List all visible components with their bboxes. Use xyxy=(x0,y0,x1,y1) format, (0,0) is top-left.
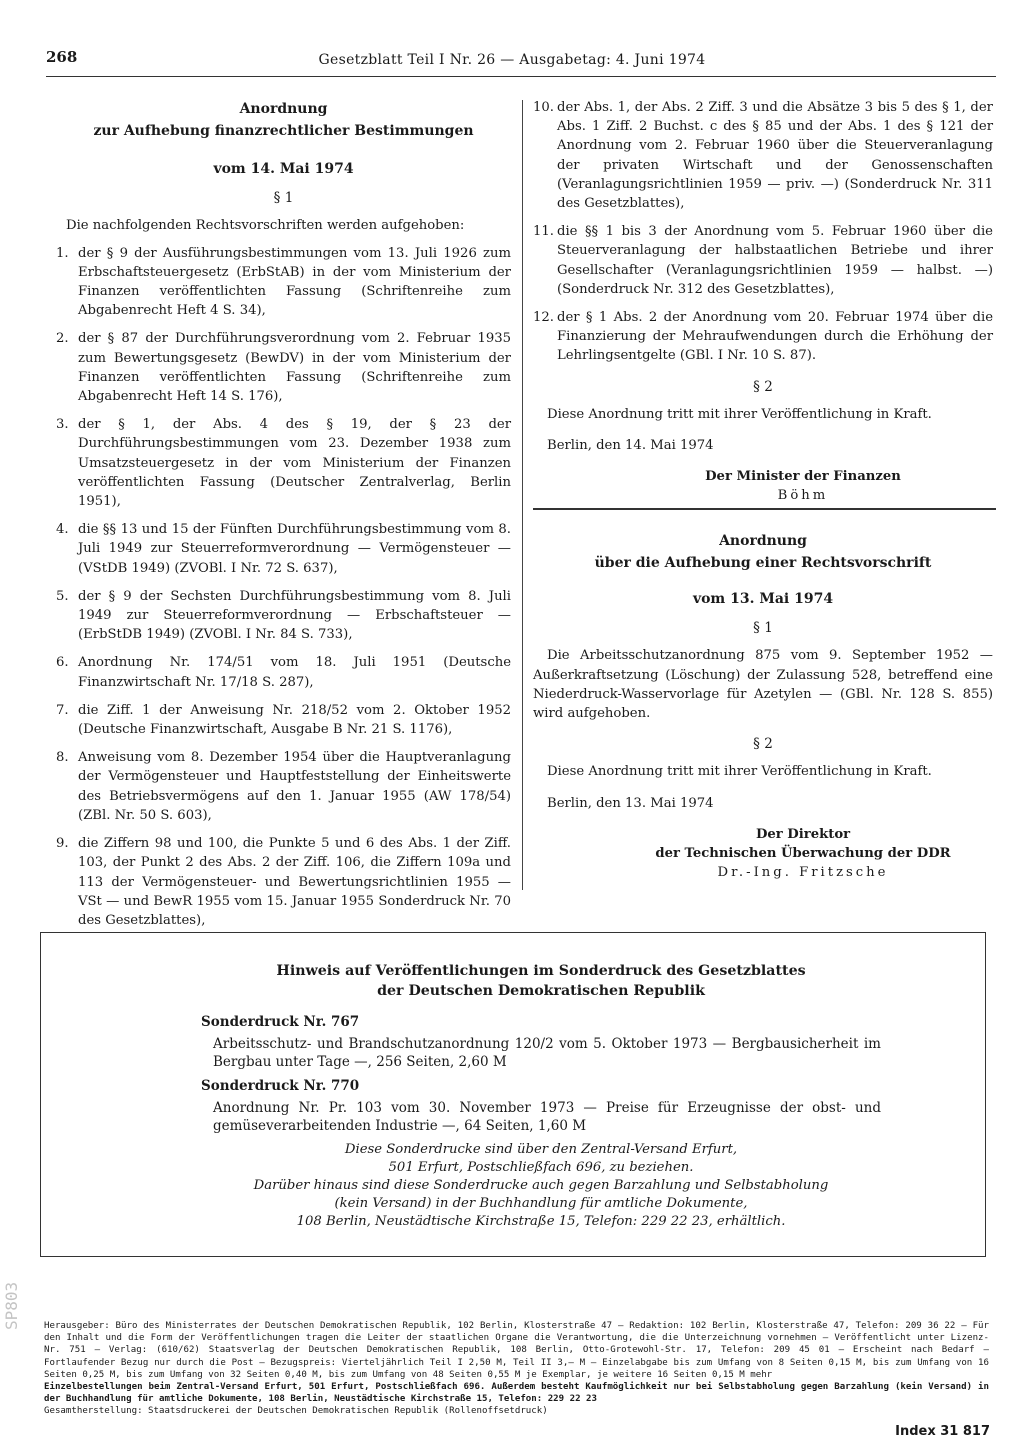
item-number: 2. xyxy=(56,331,69,347)
decree-title: Anordnung xyxy=(719,533,807,549)
second-decree xyxy=(533,530,993,882)
signer-title: Der Direktor xyxy=(755,826,851,842)
running-head: Gesetzblatt Teil I Nr. 26 — Ausgabetag: 4. Juni 1974 xyxy=(318,52,706,68)
item-text: die Ziff. 1 der Anweisung Nr. 218/52 vom 2. Oktober 1952 (Deutsche Finanzwirtschaft, Ausgabe B Nr. 21 S. 1176), xyxy=(78,702,511,738)
signer-name: Böhm xyxy=(777,488,829,504)
notice-title-line: der Deutschen Demokratischen Republik xyxy=(377,983,705,999)
list-item xyxy=(56,329,511,406)
ordering-info xyxy=(201,1141,881,1231)
place-date: Berlin, den 13. Mai 1974 xyxy=(547,795,714,811)
notice-title xyxy=(201,961,881,1001)
ordering-line: Darüber hinaus sind diese Sonderdrucke auch gegen Barzahlung und Selbstabholung xyxy=(253,1178,829,1193)
item-text: die §§ 13 und 15 der Fünften Durchführungsbestimmung vom 8. Juli 1949 zur Steuerreformverordnung — Vermögensteuer — (VStDB 1949) (ZVOBl. I Nr. 72 S. 637), xyxy=(78,522,511,576)
notice-title-line: Hinweis auf Veröffentlichungen im Sonderdruck des Gesetzblattes xyxy=(276,963,806,979)
body-text: Die Arbeitsschutzanordnung 875 vom 9. September 1952 — Außerkraftsetzung (Löschung) der Zulassung 528, betreffend eine Niederdruck-Wasservorlage für Azetylen — (GBl. Nr. 128 S. 855) wird aufgehoben. xyxy=(533,648,993,722)
item-text: Anweisung vom 8. Dezember 1954 über die Hauptveranlagung der Vermögensteuer und Hauptfeststellung der Einheitswerte des Betriebsvermögens auf den 1. Januar 1955 (AW 178/54) (ZBl. Nr. 50 S. 603), xyxy=(78,750,511,823)
section-rule xyxy=(533,508,996,510)
item-number: 1. xyxy=(56,245,69,261)
column-divider xyxy=(522,100,523,890)
item-number: 3. xyxy=(56,417,69,433)
paragraph-marker: § 1 xyxy=(753,620,773,637)
right-column xyxy=(533,98,993,506)
paragraph-marker: § 2 xyxy=(753,378,773,395)
signer-title: Der Minister der Finanzen xyxy=(705,469,901,485)
item-text: der § 9 der Ausführungsbestimmungen vom 13. Juli 1926 zum Erbschaftsteuergesetz (ErbStAB) in der vom Ministerium der Finanzen veröffentlichten Fassung (Schriftenreihe zum Abgabenrecht Heft 4 S. 34), xyxy=(78,245,511,319)
notice-content xyxy=(201,961,881,1231)
list-item xyxy=(56,701,511,739)
item-number: 7. xyxy=(56,702,69,718)
paragraph-marker: § 1 xyxy=(273,190,294,207)
list-item xyxy=(56,653,511,691)
list-item xyxy=(56,748,511,825)
item-text: der Abs. 1, der Abs. 2 Ziff. 3 und die Absätze 3 bis 5 des § 1, der Abs. 1 Ziff. 2 Buchst. c des § 85 und der Abs. 1 des § 121 der Anordnung vom 2. Februar 1960 über die Steuerveranlagung der privaten Wirtschaft und der Genossenschaften (Veranlagungsrichtlinien 1959 — priv. —) (Sonderdruck Nr. 311 des Gesetzblattes), xyxy=(557,100,993,212)
item-number: 8. xyxy=(56,750,69,766)
item-text: der § 1 Abs. 2 der Anordnung vom 20. Februar 1974 über die Finanzierung der Mehraufwendungen durch die Erhöhung der Lehrlingsentgelte (GBl. I Nr. 10 S. 87). xyxy=(557,310,993,364)
list-item xyxy=(533,308,993,366)
decree-date: vom 13. Mai 1974 xyxy=(692,591,834,607)
item-number: 10. xyxy=(533,100,554,115)
decree-title: Anordnung xyxy=(239,101,328,117)
list-item xyxy=(533,222,993,299)
item-number: 9. xyxy=(56,836,69,852)
ordering-imprint: Einzelbestellungen beim Zentral-Versand Erfurt, 501 Erfurt, Postschließfach 696. Außerdem besteht Kaufmöglichkeit nur bei Selbstabholung gegen Barzahlung (kein Versand) in der Buchhandlung für amtliche Dokumente, 108 Berlin, Neustädtische Kirchstraße 15, Telefon: 229 22 23 xyxy=(44,1382,989,1405)
item-number: 12. xyxy=(533,310,554,326)
ordering-line: Diese Sonderdrucke sind über den Zentral-Versand Erfurt, xyxy=(344,1142,738,1157)
index-number: Index 31 817 xyxy=(895,1424,990,1439)
place-date: Berlin, den 14. Mai 1974 xyxy=(547,438,714,454)
item-text: Anordnung Nr. 174/51 vom 18. Juli 1951 (Deutsche Finanzwirtschaft Nr. 17/18 S. 287), xyxy=(78,655,511,690)
special-print-text: Arbeitsschutz- und Brandschutzanordnung 120/2 vom 5. Oktober 1973 — Bergbausicherheit im Bergbau unter Tage —, 256 Seiten, 2,60 M xyxy=(213,1036,881,1070)
decree-subtitle: über die Aufhebung einer Rechtsvorschrift xyxy=(594,555,932,571)
list-item xyxy=(56,520,511,578)
body-text: Diese Anordnung tritt mit ihrer Veröffentlichung in Kraft. xyxy=(547,406,932,422)
special-print-label: Sonderdruck Nr. 770 xyxy=(201,1078,360,1094)
item-text: der § 9 der Sechsten Durchführungsbestimmung vom 8. Juli 1949 zur Steuerreformverordnung — Erbschaftsteuer — (ErbStDB 1949) (ZVOBl. I Nr. 84 S. 733), xyxy=(78,588,511,643)
imprint-text: Herausgeber: Büro des Ministerrates der Deutschen Demokratischen Republik, 102 Berlin, Klosterstraße 47 — Redaktion: 102 Berlin, Klosterstraße 47, Telefon: 209 36 22 — Für den Inhalt und die Form der Veröffentlichungen tragen die Leiter der staatlichen Organe die Verantwortung, die die Unterzeichnung vornehmen — Veröffentlicht unter Lizenz-Nr. 751 — Verlag: (610/62) Staatsverlag der Deutschen Demokratischen Republik, 108 Berlin, Otto-Grotewohl-Str. 17, Telefon: 209 45 01 — Erscheint nach Bedarf — Fortlaufender Bezug nur durch die Post — Bezugspreis: Vierteljährlich Teil I 2,50 M, Teil II 3,— M — Einzelabgabe bis zum Umfang von 8 Seiten 0,15 M, bis zum Umfang von 16 Seiten 0,25 M, bis zum Umfang von 32 Seiten 0,40 M, bis zum Umfang von 48 Seiten 0,55 M je Exemplar, je weitere 16 Seiten 0,15 M mehr xyxy=(44,1321,989,1380)
printer-imprint: Gesamtherstellung: Staatsdruckerei der Deutschen Demokratischen Republik (Rollenoffsetdruck) xyxy=(44,1406,548,1417)
item-text: der § 1, der Abs. 4 des § 19, der § 23 der Durchführungsbestimmungen vom 23. Dezember 1938 zum Umsatzsteuergesetz in der vom Ministerium der Finanzen veröffentlichten Fassung (Deutscher Zentralverlag, Berlin 1951), xyxy=(78,417,511,510)
left-column xyxy=(56,98,511,939)
item-text: der § 87 der Durchführungsverordnung vom 2. Februar 1935 zum Bewertungsgesetz (BewDV) in der vom Ministerium der Finanzen veröffentlichten Fassung (Schriftenreihe zum Abgabenrecht Heft 14 S. 176), xyxy=(78,331,511,405)
header-rule xyxy=(46,76,996,77)
list-item xyxy=(56,834,511,930)
list-item xyxy=(56,415,511,511)
special-print-text: Anordnung Nr. Pr. 103 vom 30. November 1973 — Preise für Erzeugnisse der obst- und gemüseverarbeitenden Industrie —, 64 Seiten, 1,60 M xyxy=(213,1100,881,1134)
list-item xyxy=(56,587,511,645)
item-number: 6. xyxy=(56,655,69,671)
signer-name: Dr.-Ing. Fritzsche xyxy=(717,865,889,881)
notice-box xyxy=(40,932,986,1257)
item-text: die Ziffern 98 und 100, die Punkte 5 und 6 des Abs. 1 der Ziff. 103, der Punkt 2 des Abs. 2 der Ziff. 106, die Ziffern 109a und 113 der Vermögensteuer- und Bewertungsrichtlinien 1955 — VSt — und BewR 1955 vom 15. Januar 1955 Sonderdruck Nr. 70 des Gesetzblattes), xyxy=(78,836,511,928)
list-item xyxy=(56,244,511,321)
item-number: 4. xyxy=(56,522,69,538)
ordering-line: 501 Erfurt, Postschließfach 696, zu beziehen. xyxy=(388,1160,694,1175)
body-text: Diese Anordnung tritt mit ihrer Veröffentlichung in Kraft. xyxy=(547,764,932,780)
item-number: 5. xyxy=(56,588,69,604)
decree-date: vom 14. Mai 1974 xyxy=(213,161,354,177)
ordering-line: 108 Berlin, Neustädtische Kirchstraße 15, Telefon: 229 22 23, erhältlich. xyxy=(296,1214,786,1229)
imprint-footer xyxy=(44,1320,989,1418)
item-number: 11. xyxy=(533,224,554,240)
special-print-label: Sonderdruck Nr. 767 xyxy=(201,1014,360,1030)
decree-subtitle: zur Aufhebung finanzrechtlicher Bestimmungen xyxy=(93,123,474,139)
list-item xyxy=(533,98,993,213)
paragraph-marker: § 2 xyxy=(753,736,773,753)
page-number: 268 xyxy=(46,48,78,66)
ordering-line: (kein Versand) in der Buchhandlung für amtliche Dokumente, xyxy=(334,1196,748,1211)
intro-text: Die nachfolgenden Rechtsvorschriften werden aufgehoben: xyxy=(66,218,465,234)
signer-subtitle: der Technischen Überwachung der DDR xyxy=(655,846,951,862)
item-text: die §§ 1 bis 3 der Anordnung vom 5. Februar 1960 über die Steuerveranlagung der halbstaatlichen Betriebe und ihrer Gesellschafter (Veranlagungsrichtlinien 1959 — halbst. —) (Sonderdruck Nr. 312 des Gesetzblattes), xyxy=(557,224,993,297)
library-stamp-code: SP803 xyxy=(2,1281,21,1330)
